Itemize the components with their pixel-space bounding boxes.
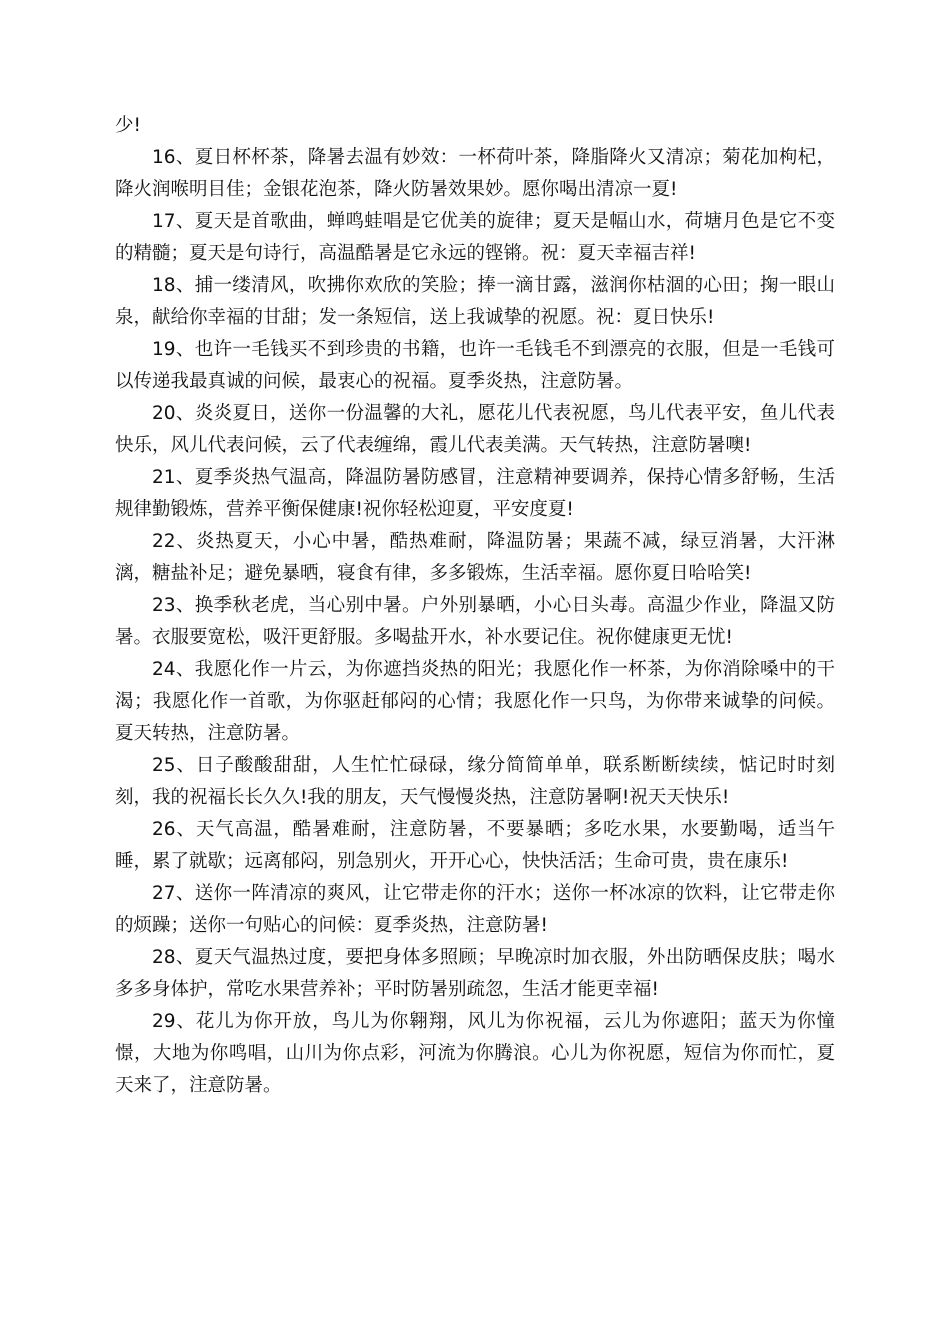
paragraph-18: 18、捕一缕清风，吹拂你欢欣的笑脸；捧一滴甘露，滋润你枯涸的心田；掬一眼山泉，献给你幸福的甘甜；发一条短信，送上我诚挚的祝愿。祝：夏日快乐! [115, 275, 835, 328]
paragraph-16: 16、夏日杯杯茶，降暑去温有妙效：一杯荷叶茶，降脂降火又清凉；菊花加枸杞，降火润喉明目佳；金银花泡茶，降火防暑效果妙。愿你喝出清凉一夏! [115, 147, 835, 200]
paragraph-24: 24、我愿化作一片云，为你遮挡炎热的阳光；我愿化作一杯茶，为你消除嗓中的干渴；我愿化作一首歌，为你驱赶郁闷的心情；我愿化作一只鸟，为你带来诚挚的问候。夏天转热，注意防暑。 [115, 659, 835, 744]
paragraph-27: 27、送你一阵清凉的爽风，让它带走你的汗水；送你一杯冰凉的饮料，让它带走你的烦躁；送你一句贴心的问候：夏季炎热，注意防暑! [115, 883, 835, 936]
paragraph-28: 28、夏天气温热过度，要把身体多照顾；早晚凉时加衣服，外出防晒保皮肤；喝水多多身体护，常吃水果营养补；平时防暑别疏忽，生活才能更幸福! [115, 947, 835, 1000]
paragraph-26: 26、天气高温，酷暑难耐，注意防暑，不要暴晒；多吃水果，水要勤喝，适当午睡，累了就歇；远离郁闷，别急别火，开开心心，快快活活；生命可贵，贵在康乐! [115, 819, 835, 872]
paragraph-19: 19、也许一毛钱买不到珍贵的书籍，也许一毛钱毛不到漂亮的衣服，但是一毛钱可以传递我最真诚的问候，最衷心的祝福。夏季炎热，注意防暑。 [115, 339, 835, 392]
paragraph-22: 22、炎热夏天，小心中暑，酷热难耐，降温防暑；果蔬不减，绿豆消暑，大汗淋漓，糖盐补足；避免暴晒，寝食有律，多多锻炼，生活幸福。愿你夏日哈哈笑! [115, 531, 835, 584]
paragraph-25: 25、日子酸酸甜甜，人生忙忙碌碌，缘分简简单单，联系断断续续，惦记时时刻刻，我的祝福长长久久!我的朋友，天气慢慢炎热，注意防暑啊!祝天天快乐! [115, 755, 835, 808]
continued-text: 少! [115, 115, 141, 136]
paragraph-20: 20、炎炎夏日，送你一份温馨的大礼，愿花儿代表祝愿，鸟儿代表平安，鱼儿代表快乐，风儿代表问候，云了代表缠绵，霞儿代表美满。天气转热，注意防暑噢! [115, 403, 835, 456]
paragraph-21: 21、夏季炎热气温高，降温防暑防感冒，注意精神要调养，保持心情多舒畅，生活规律勤锻炼，营养平衡保健康!祝你轻松迎夏，平安度夏! [115, 467, 835, 520]
paragraph-29: 29、花儿为你开放，鸟儿为你翱翔，风儿为你祝福，云儿为你遮阳；蓝天为你憧憬，大地为你鸣唱，山川为你点彩，河流为你腾浪。心儿为你祝愿，短信为你而忙，夏天来了，注意防暑。 [115, 1011, 835, 1096]
document-body [115, 110, 835, 1102]
paragraph-23: 23、换季秋老虎，当心别中暑。户外别暴晒，小心日头毒。高温少作业，降温又防暑。衣服要宽松，吸汗更舒服。多喝盐开水，补水要记住。祝你健康更无忧! [115, 595, 835, 648]
paragraph-17: 17、夏天是首歌曲，蝉鸣蛙唱是它优美的旋律；夏天是幅山水，荷塘月色是它不变的精髓；夏天是句诗行，高温酷暑是它永远的铿锵。祝：夏天幸福吉祥! [115, 211, 835, 264]
